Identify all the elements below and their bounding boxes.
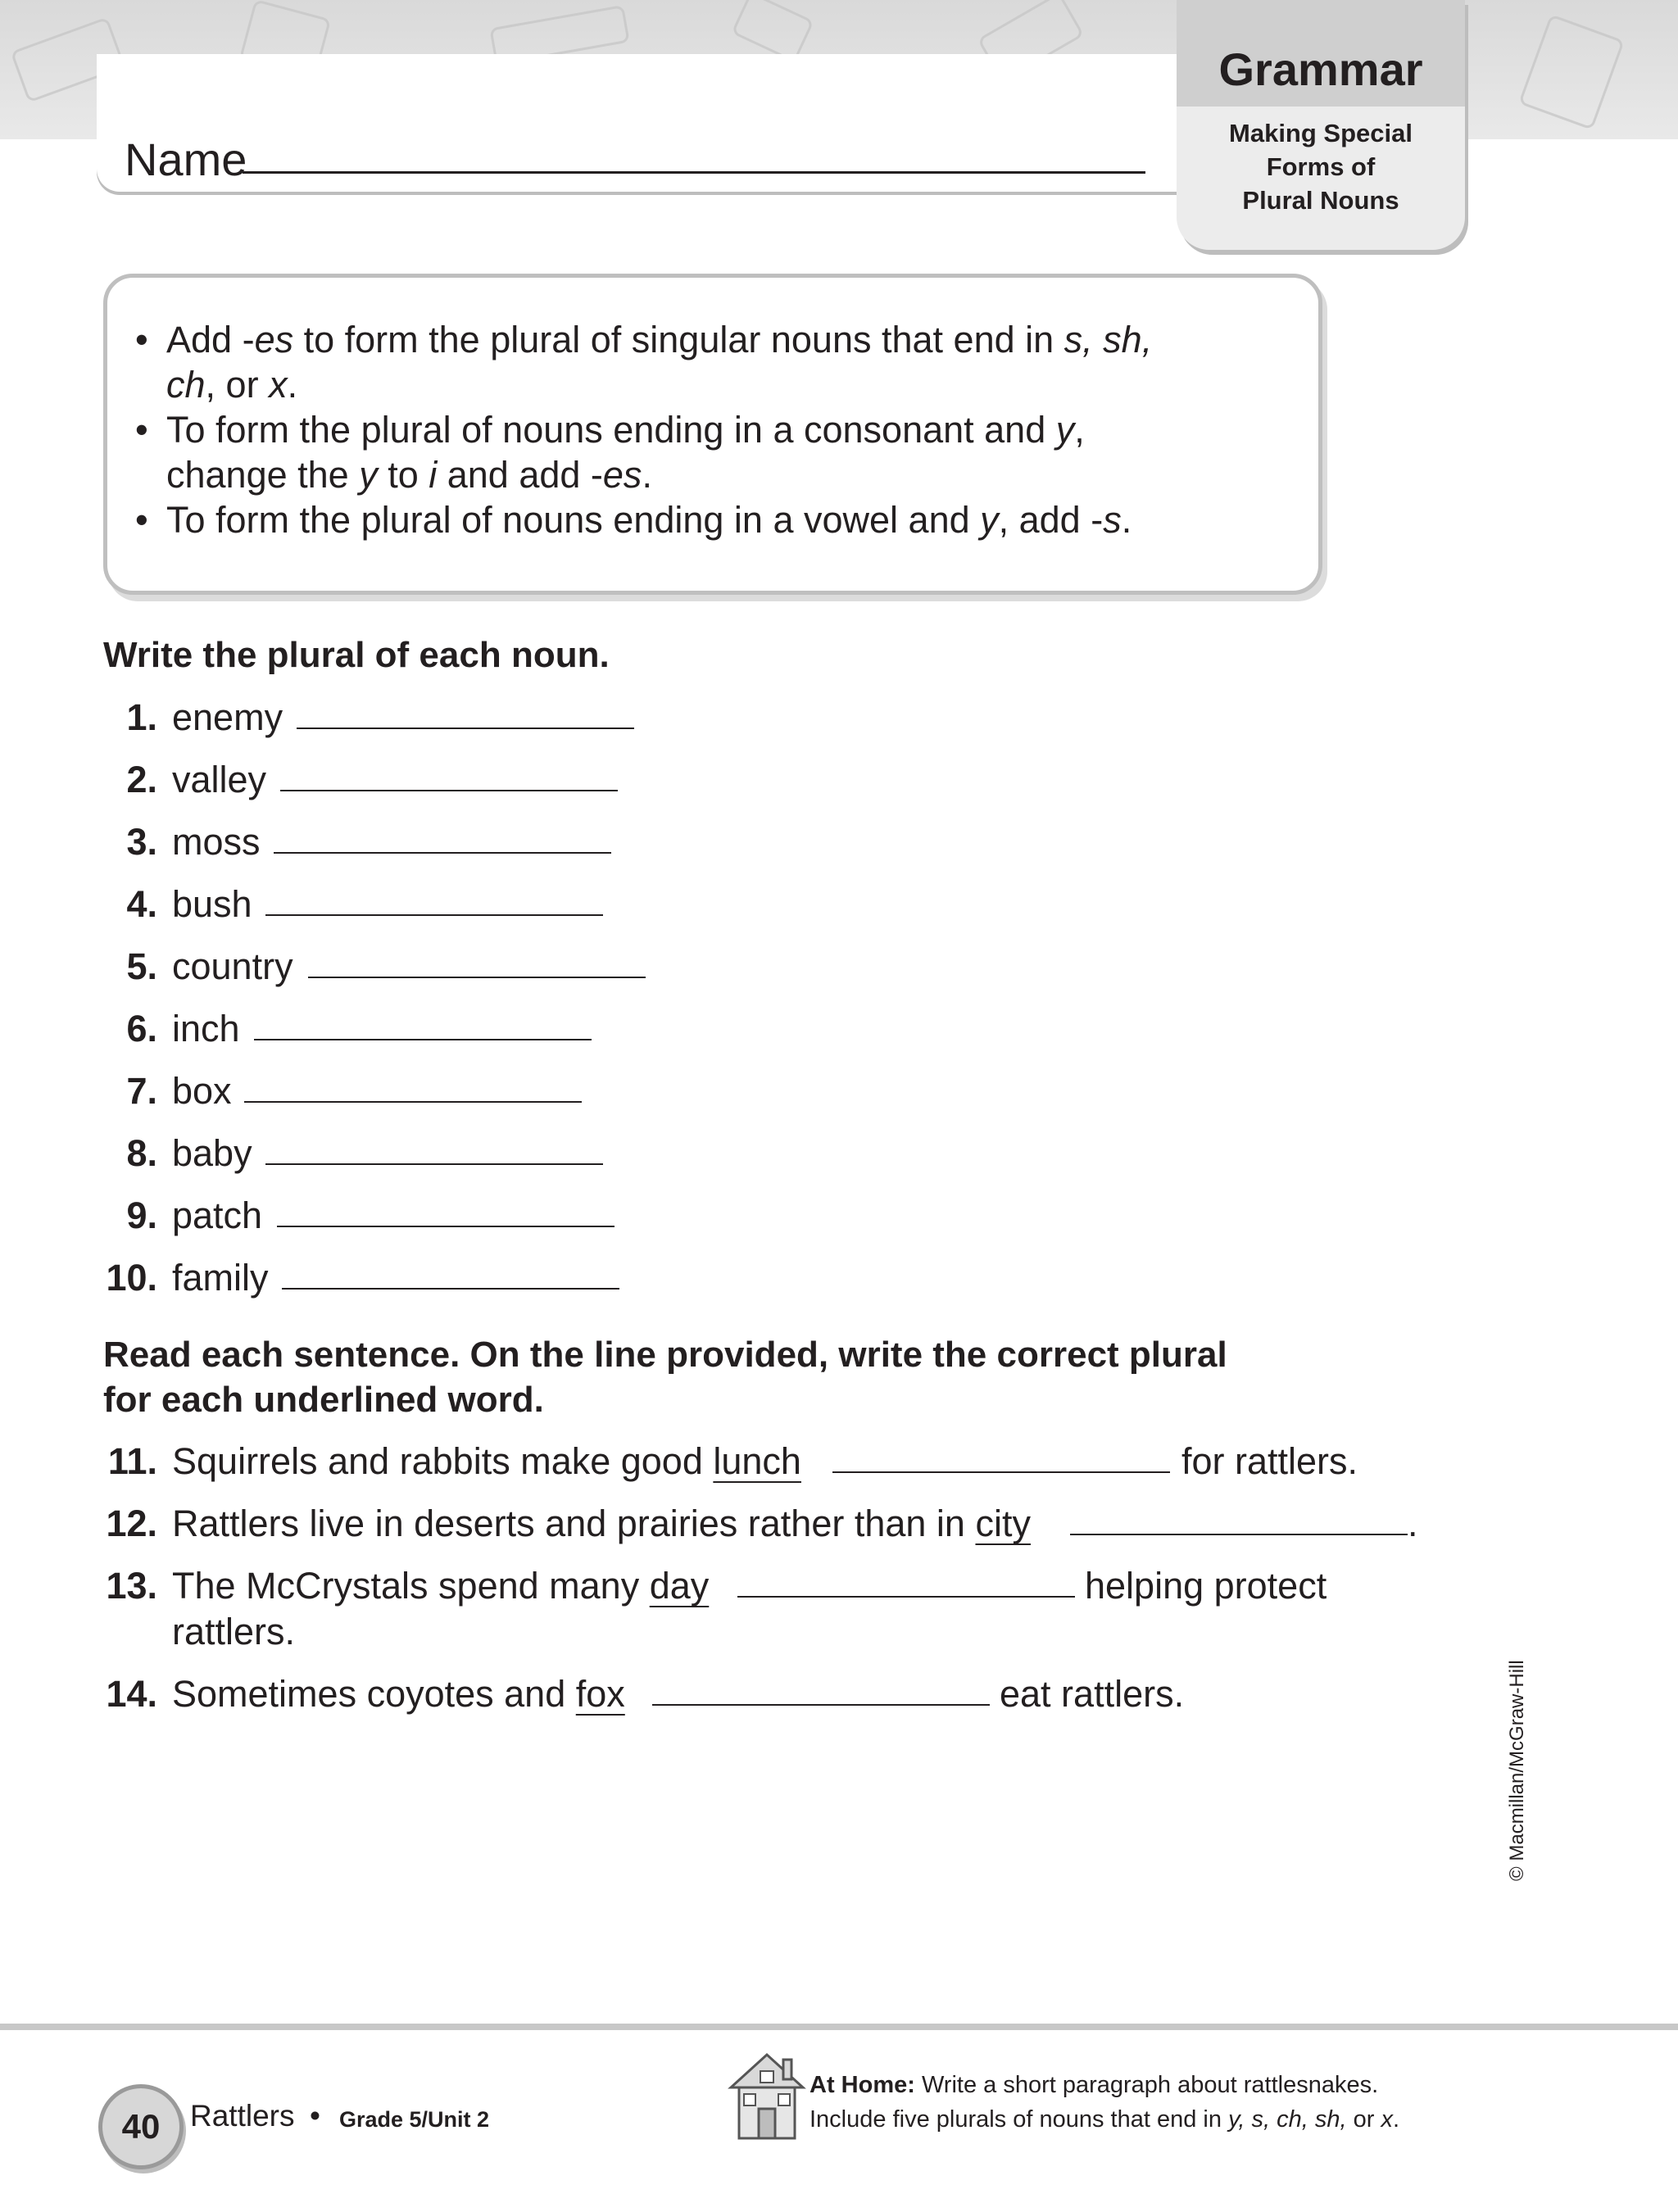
section2-heading — [103, 1332, 1227, 1422]
item-word: patch — [172, 1194, 263, 1236]
footer-divider — [0, 2024, 1678, 2030]
answer-line[interactable] — [1070, 1534, 1408, 1535]
item-number: 2. — [126, 759, 157, 800]
answer-line[interactable] — [277, 1226, 615, 1227]
sentence-item — [103, 1499, 1447, 1548]
bullet-icon: • — [135, 409, 148, 451]
underlined-word: fox — [575, 1673, 625, 1715]
underlined-word: lunch — [713, 1440, 801, 1482]
item-word: box — [172, 1070, 232, 1112]
item-word: baby — [172, 1132, 252, 1174]
underlined-word: day — [649, 1565, 710, 1607]
tab-subtitle-line: Making Special — [1229, 119, 1413, 147]
tab-subtitle-line: Plural Nouns — [1242, 186, 1399, 215]
house-icon — [726, 2048, 808, 2146]
section2-heading-line: Read each sentence. On the line provided, write the correct plural — [103, 1335, 1227, 1375]
item-number: 11. — [107, 1440, 157, 1482]
answer-line[interactable] — [652, 1704, 990, 1706]
list-item — [103, 693, 677, 742]
item-number: 4. — [126, 883, 157, 925]
item-number: 10. — [106, 1257, 157, 1299]
sentence-text: for rattlers. — [1181, 1440, 1358, 1482]
footer-grade: Grade 5/Unit 2 — [339, 2107, 490, 2132]
answer-line[interactable] — [265, 914, 603, 916]
grammar-tab — [1177, 0, 1465, 250]
list-item — [103, 1004, 677, 1054]
answer-line[interactable] — [254, 1039, 592, 1040]
item-word: valley — [172, 759, 267, 800]
underlined-word: city — [975, 1503, 1031, 1544]
list-item — [103, 880, 677, 929]
copyright-notice: © Macmillan/McGraw-Hill — [1506, 1660, 1528, 1881]
bullet-icon: • — [135, 499, 148, 541]
item-word: country — [172, 945, 293, 987]
section1-heading: Write the plural of each noun. — [103, 635, 610, 675]
rule-3: • To form the plural of nouns ending in a vowel and y, add -s. — [135, 499, 1132, 541]
rule-1: • Add -es to form the plural of singular nouns that end in s, sh, ch, or x. — [135, 319, 1153, 406]
rules-box — [103, 274, 1322, 595]
list-item — [103, 1253, 677, 1303]
answer-line[interactable] — [280, 790, 618, 791]
footer-title: Rattlers — [190, 2099, 295, 2133]
sentence-item — [103, 1562, 1447, 1660]
sentence-text: rattlers. — [172, 1611, 296, 1652]
item-word: bush — [172, 883, 252, 925]
list-item — [103, 942, 677, 991]
sentence-item — [103, 1437, 1447, 1486]
sentence-text: Squirrels and rabbits make good — [172, 1440, 714, 1482]
list-item — [103, 755, 677, 805]
answer-line[interactable] — [282, 1288, 619, 1290]
answer-line[interactable] — [737, 1596, 1075, 1598]
sentence-text: eat rattlers. — [1000, 1673, 1185, 1715]
sentence-text: Rattlers live in deserts and prairies rather than in — [172, 1503, 976, 1544]
at-home-label: At Home: — [810, 2072, 915, 2098]
tab-title: Grammar — [1218, 43, 1423, 95]
list-item — [103, 1191, 677, 1240]
sentence-text: The McCrystals spend many — [172, 1565, 650, 1607]
answer-line[interactable] — [832, 1471, 1170, 1473]
tab-subtitle — [1177, 116, 1465, 217]
item-number: 13. — [106, 1565, 157, 1607]
answer-line[interactable] — [265, 1163, 603, 1165]
answer-line[interactable] — [297, 728, 634, 729]
item-word: moss — [172, 821, 261, 863]
bullet-icon: • — [135, 319, 148, 360]
page-number: 40 — [98, 2084, 184, 2169]
grammar-tab-header — [1177, 0, 1465, 107]
item-number: 5. — [126, 945, 157, 987]
glue-doodle — [1518, 14, 1625, 130]
list-item — [103, 1129, 677, 1178]
item-word: enemy — [172, 696, 283, 738]
at-home-note: At Home: Write a short paragraph about rattlesnakes. Include five plurals of nouns that end in y, s, ch, sh, or x. — [810, 2072, 1400, 2133]
footer-bullet: • — [310, 2099, 320, 2133]
name-input-line[interactable] — [243, 171, 1145, 174]
tab-subtitle-line: Forms of — [1266, 152, 1376, 181]
item-number: 14. — [106, 1673, 157, 1715]
item-word: family — [172, 1257, 269, 1299]
section2-heading-line: for each underlined word. — [103, 1380, 544, 1420]
sentence-text: helping protect — [1085, 1565, 1327, 1607]
name-label: Name — [125, 134, 247, 185]
answer-line[interactable] — [244, 1101, 582, 1103]
item-number: 6. — [126, 1008, 157, 1049]
sentence-text: . — [1408, 1503, 1418, 1544]
item-word: inch — [172, 1008, 240, 1049]
rule-2: • To form the plural of nouns ending in a consonant and y, change the y to i and add -es. — [135, 409, 1085, 496]
item-number: 1. — [126, 696, 157, 738]
item-number: 7. — [126, 1070, 157, 1112]
sentence-item — [103, 1670, 1447, 1719]
list-item — [103, 818, 677, 867]
answer-line[interactable] — [274, 852, 611, 854]
item-number: 3. — [126, 821, 157, 863]
item-number: 8. — [126, 1132, 157, 1174]
item-number: 9. — [126, 1194, 157, 1236]
list-item — [103, 1067, 677, 1116]
item-number: 12. — [106, 1503, 157, 1544]
answer-line[interactable] — [308, 977, 646, 978]
sentence-text: Sometimes coyotes and — [172, 1673, 576, 1715]
